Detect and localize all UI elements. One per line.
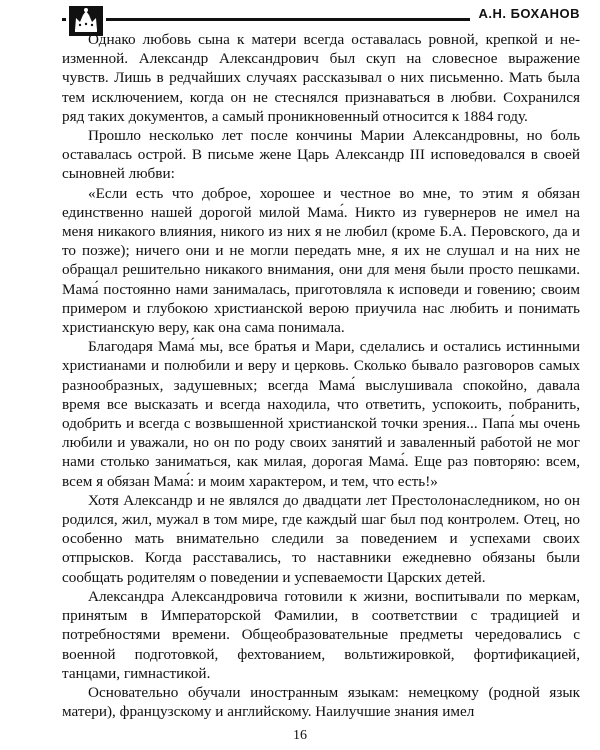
paragraph: Однако любовь сына к матери всегда оставалась ровной, крепкой и неизменной. Александр Александрович был скуп на словесное выражение чувств. Лишь в редчайших случаях рассказывал о них письменно. Мать была тем исключением, когда он не стеснялся признаваться в любви. Сохранился ряд таких документов, а самый проникновенный относится к 1884 году. [62, 31, 580, 125]
paragraph: Александра Александровича готовили к жизни, воспитывали по меркам, принятым в Императорской Фамилии, в соответствии с традицией и потребностями времени. Общеобразовательные предметы чередовались с военной подготовкой, фехтованием, вольтижировкой, фортификацией, танцами, гимнастикой. [62, 587, 580, 682]
paragraph: Хотя Александр и не являлся до двадцати лет Престолонаследником, но он родился, жил, мужал в том мире, где каждый шаг был под контролем. Отец, но особенно мать внимательно следили за поведением и успехами своих отпрысков. Когда расставались, то наставники ежедневно обязаны были сообщать родителям о поведении и успеваемости Царских детей. [62, 491, 580, 586]
paragraph: «Если есть что доброе, хорошее и честное во мне, то этим я обязан единственно нашей дорогой милой Мама́. Никто из гувернеров не имел на меня никакого влияния, никого из них я не любил (кроме Б.А. Перовского, да и то позже); ничего они и не могли передать мне, я их не слушал и на них не обращал решительно никакого внимания, они для меня были просто пешками. Мама́ постоянно нами занималась, приготовляла к исповеди и говению; своим примером и глубокою христианской верою приучила нас любить и понимать христианскую веру, как она сама понимала. [62, 184, 580, 337]
page-number: 16 [293, 728, 307, 743]
paragraph: Основательно обучали иностранным языкам: немецкому (родной язык матери), французскому и английскому. Наилучшие знания имел [62, 683, 580, 721]
paragraph: Прошло несколько лет после кончины Марии Александровны, но боль оставалась острой. В письме жене Царь Александр III исповедовался в своей сыновней любви: [62, 127, 580, 183]
header-author: А.Н. БОХАНОВ [470, 6, 580, 21]
body-text [62, 30, 580, 721]
paragraph: Благодаря Мама́ мы, все братья и Мари, сделались и остались истинными христианами и полюбили и веру и церковь. Сколько бывало разговоров самых разнообразных, задушевных; всегда Мама́ выслушивала спокойно, давала время все высказать и всегда находила, что ответить, успокоить, побранить, одобрить и всегда с возвышенной христианской точки зрения... Папа́ мы очень любили и уважали, но он по роду своих занятий и заваленный работой не мог нами столько заниматься, как милая, дорогая Мама́. Еще раз повторяю: всем, всем я обязан Мама́: и моим характером, и тем, что есть!» [62, 338, 580, 490]
